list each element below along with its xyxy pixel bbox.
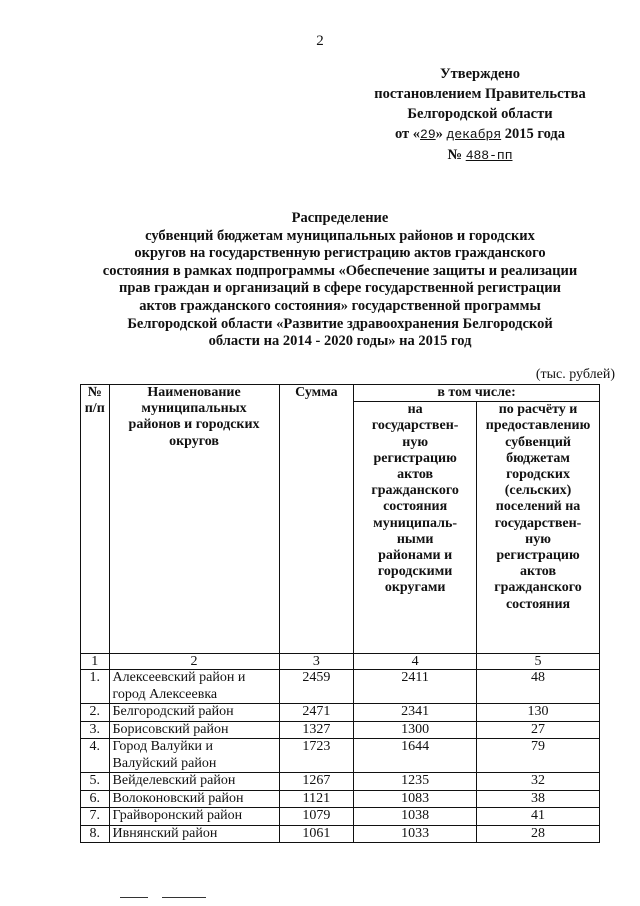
header-line: ную xyxy=(525,531,551,547)
row-sum: 2471 xyxy=(279,704,354,722)
district-name-line: Вейделевский район xyxy=(112,773,236,789)
approval-block xyxy=(360,64,600,166)
header-line: ную xyxy=(402,434,429,450)
header-line: по расчёту и xyxy=(498,402,578,418)
district-name xyxy=(109,825,279,843)
index-cell: 1 xyxy=(81,654,110,670)
row-value-a: 1083 xyxy=(354,790,477,808)
row-number: 3. xyxy=(81,721,110,739)
header-line: ными xyxy=(396,531,434,547)
district-name-line: Валуйский район xyxy=(112,755,217,771)
header-line: п/п xyxy=(84,401,105,417)
number-value: 488-пп xyxy=(465,148,513,163)
row-value-b: 79 xyxy=(477,739,600,773)
header-num xyxy=(81,385,110,654)
row-value-b: 130 xyxy=(477,704,600,722)
header-line: актов xyxy=(397,467,434,483)
header-line: бюджетам xyxy=(506,450,570,466)
header-including: в том числе: xyxy=(354,385,600,402)
header-line: районов и городских xyxy=(128,417,260,433)
row-sum: 1327 xyxy=(279,721,354,739)
row-sum: 2459 xyxy=(279,670,354,704)
approval-line-3: Белгородской области xyxy=(407,106,553,122)
row-value-a: 1038 xyxy=(354,808,477,826)
district-name xyxy=(109,808,279,826)
row-number: 2. xyxy=(81,704,110,722)
header-line: округами xyxy=(384,580,446,596)
header-line: на xyxy=(407,402,423,418)
table-row xyxy=(81,808,600,826)
header-line: субвенций xyxy=(505,434,571,450)
row-number: 6. xyxy=(81,790,110,808)
header-line: состояния xyxy=(383,499,448,515)
district-name xyxy=(109,704,279,722)
district-name-line: Город Валуйки и xyxy=(112,739,214,755)
header-col-b xyxy=(477,402,600,654)
header-line: предоставлению xyxy=(485,418,591,434)
row-value-a: 2411 xyxy=(354,670,477,704)
header-line: государствен- xyxy=(371,418,459,434)
row-sum: 1061 xyxy=(279,825,354,843)
row-sum: 1267 xyxy=(279,773,354,791)
footer-underline xyxy=(120,888,220,906)
header-line: состояния xyxy=(505,596,571,612)
title-line-3: округов на государственную регистрацию актов гражданского xyxy=(134,245,546,262)
header-line: муниципальных xyxy=(141,401,247,417)
table-row xyxy=(81,825,600,843)
row-number: 5. xyxy=(81,773,110,791)
header-line: актов xyxy=(520,564,557,580)
approval-line-2: постановлением Правительства xyxy=(374,86,586,102)
district-name-line: Белгородский район xyxy=(112,704,234,720)
header-line: городскими xyxy=(377,564,453,580)
row-number: 8. xyxy=(81,825,110,843)
row-sum: 1121 xyxy=(279,790,354,808)
district-name xyxy=(109,790,279,808)
units-label: (тыс. рублей) xyxy=(535,367,615,382)
title-line-5: прав граждан и организаций в сфере государственной регистрации xyxy=(118,280,562,297)
title-line-4: состояния в рамках подпрограммы «Обеспечение защиты и реализации xyxy=(102,262,578,279)
header-line: гражданского xyxy=(371,483,459,499)
row-value-b: 32 xyxy=(477,773,600,791)
row-value-a: 1300 xyxy=(354,721,477,739)
header-sum: Сумма xyxy=(279,385,354,654)
page-number: 2 xyxy=(316,33,324,49)
approval-number xyxy=(360,145,600,166)
row-value-a: 1033 xyxy=(354,825,477,843)
district-name-line: Волоконовский район xyxy=(112,790,244,806)
row-sum: 1079 xyxy=(279,808,354,826)
header-line: гражданского xyxy=(494,580,582,596)
document-title xyxy=(80,210,600,351)
row-value-b: 27 xyxy=(477,721,600,739)
index-cell: 2 xyxy=(109,654,279,670)
row-value-b: 38 xyxy=(477,790,600,808)
district-name-line: Алексеевский район и xyxy=(112,670,246,686)
approval-line-1: Утверждено xyxy=(440,66,520,82)
table-row xyxy=(81,704,600,722)
date-prefix: от « xyxy=(394,126,421,142)
header-line: районами и xyxy=(378,548,453,564)
row-sum: 1723 xyxy=(279,739,354,773)
district-name xyxy=(109,721,279,739)
row-value-a: 1644 xyxy=(354,739,477,773)
header-line: городских xyxy=(506,467,570,483)
date-mid: » xyxy=(435,126,443,142)
table-row xyxy=(81,721,600,739)
date-day: 29 xyxy=(420,127,436,142)
index-cell: 4 xyxy=(354,654,477,670)
table-row xyxy=(81,670,600,704)
header-row xyxy=(81,385,600,402)
header-col-a xyxy=(354,402,477,654)
title-line-6: актов гражданского состояния» государственной программы xyxy=(139,297,541,314)
header-line: № xyxy=(87,385,102,400)
row-value-a: 2341 xyxy=(354,704,477,722)
distribution-table xyxy=(80,384,600,843)
header-line: Наименование xyxy=(147,385,241,400)
header-line: государствен- xyxy=(494,515,582,531)
header-line: округов xyxy=(169,433,219,449)
index-row xyxy=(81,654,600,670)
index-cell: 3 xyxy=(279,654,354,670)
header-line: муниципаль- xyxy=(373,515,458,531)
row-value-b: 28 xyxy=(477,825,600,843)
district-name xyxy=(109,670,279,704)
table-row xyxy=(81,773,600,791)
district-name xyxy=(109,773,279,791)
header-name xyxy=(109,385,279,654)
number-prefix: № xyxy=(447,147,463,163)
row-number: 1. xyxy=(81,670,110,704)
title-line-1: Распределение xyxy=(291,210,389,226)
header-line: регистрацию xyxy=(496,548,580,564)
date-year: 2015 года xyxy=(504,126,566,142)
approval-date xyxy=(360,124,600,145)
header-line: поселений на xyxy=(495,499,581,515)
row-number: 7. xyxy=(81,808,110,826)
row-value-b: 41 xyxy=(477,808,600,826)
district-name-line: Борисовский район xyxy=(112,721,229,737)
district-name-line: город Алексеевка xyxy=(112,686,218,702)
title-line-2: субвенций бюджетам муниципальных районов и городских xyxy=(145,227,535,244)
district-name-line: Ивнянский район xyxy=(112,825,218,841)
title-line-8: области на 2014 - 2020 годы» на 2015 год xyxy=(208,333,472,350)
header-line: регистрацию xyxy=(373,450,457,466)
row-value-a: 1235 xyxy=(354,773,477,791)
row-number: 4. xyxy=(81,739,110,773)
district-name-line: Грайворонский район xyxy=(112,808,243,824)
table-row xyxy=(81,790,600,808)
title-line-7: Белгородской области «Развитие здравоохранения Белгородской xyxy=(127,315,553,332)
header-line: (сельских) xyxy=(504,483,572,499)
table-row xyxy=(81,739,600,773)
row-value-b: 48 xyxy=(477,670,600,704)
district-name xyxy=(109,739,279,773)
date-month: декабря xyxy=(446,127,502,142)
index-cell: 5 xyxy=(477,654,600,670)
